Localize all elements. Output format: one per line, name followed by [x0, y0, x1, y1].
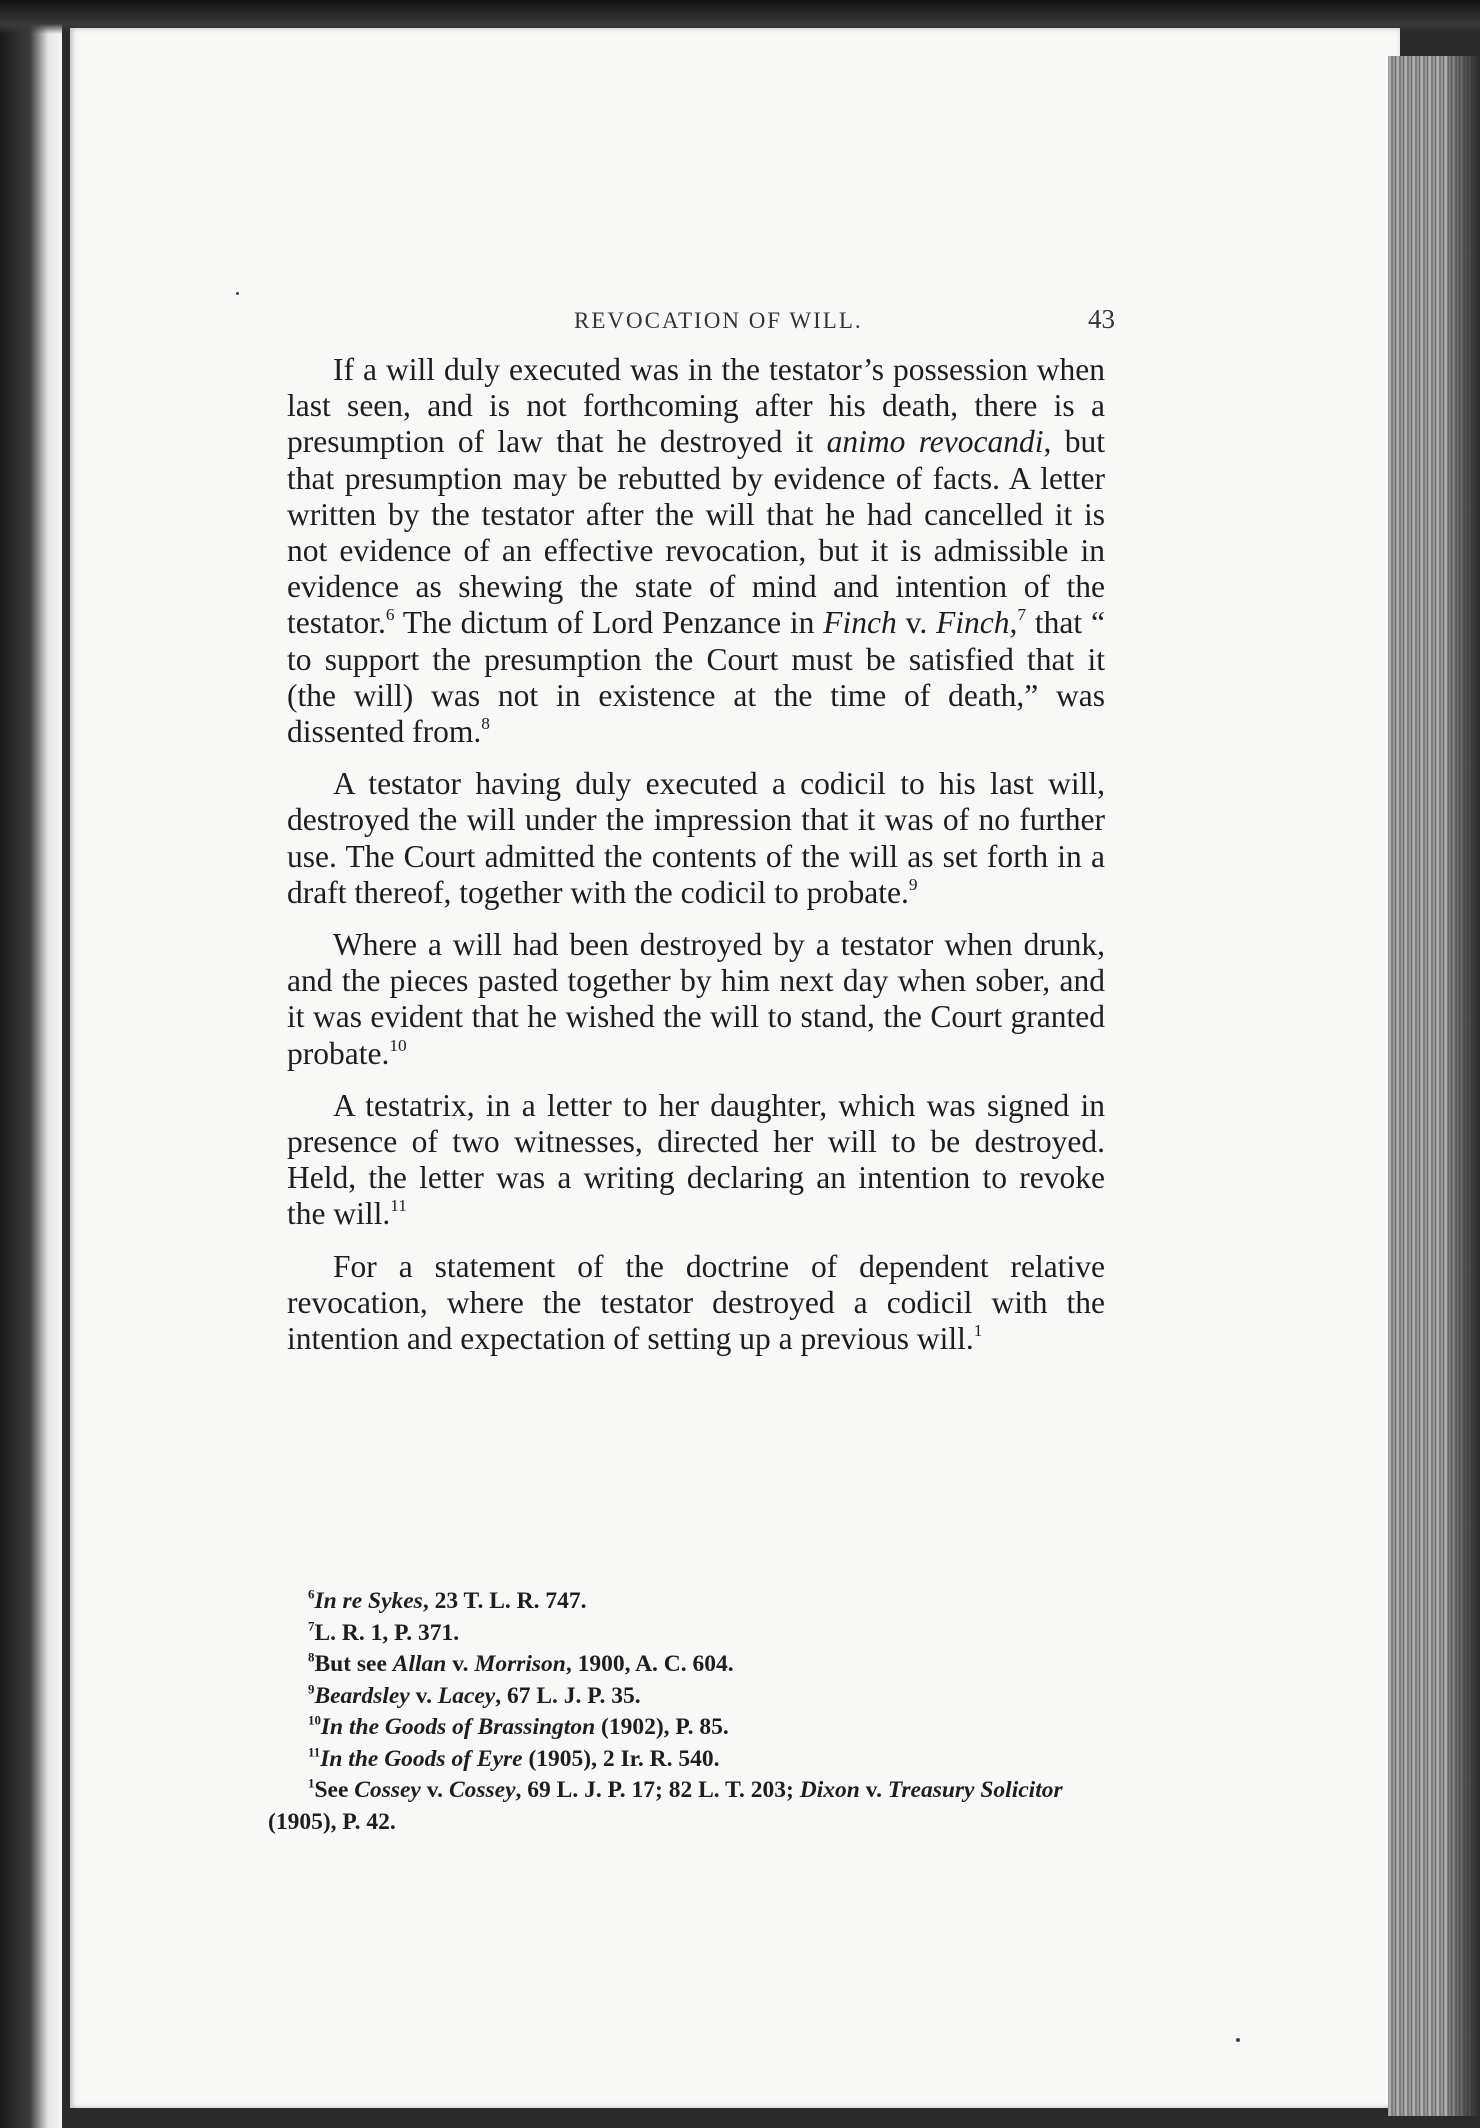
footnote-reference: 10 — [389, 1035, 407, 1055]
italic-text: Cossey — [448, 1777, 516, 1803]
text-run: that “ to support the presumption the Court must be satisfied that it (the will) was not in existence at the time of death,” was dissented from. — [287, 605, 1105, 750]
text-run: Where a will had been destroyed by a testator when drunk, and the pieces pasted together by him next day when sober, and it was evident that he wished the will to stand, the Court granted probate. — [287, 927, 1105, 1071]
page-stack-shadow — [1448, 56, 1480, 2116]
text-run: , 69 L. J. P. 17; 82 L. T. 203; — [515, 1777, 800, 1803]
italic-text: Morrison — [474, 1651, 566, 1677]
page-number: 43 — [1088, 304, 1115, 334]
text-run: The dictum of Lord Penzance in — [394, 605, 824, 641]
footnote — [268, 1681, 1108, 1713]
footnote-marker: 10 — [308, 1712, 321, 1728]
paragraph — [287, 1088, 1105, 1233]
footnote-marker: 9 — [308, 1680, 315, 1696]
footnote — [268, 1649, 1108, 1681]
italic-text: In re Sykes — [314, 1588, 423, 1614]
text-run: (1905), P. 42. — [268, 1808, 396, 1835]
footnote — [268, 1744, 1108, 1776]
running-head: REVOCATION OF WILL. — [574, 308, 863, 333]
footnote-marker: 8 — [308, 1649, 315, 1665]
footnote-reference: 1 — [973, 1321, 983, 1341]
italic-text: Finch — [823, 605, 897, 641]
text-run: If a will duly executed was in the testator’s possession when last seen, and is not forthcoming after his death, there is a presumption of law that he destroyed it — [287, 352, 1105, 460]
text-run: , 67 L. J. P. 35. — [495, 1682, 641, 1709]
italic-text: In the Goods of Brassington — [320, 1714, 596, 1740]
text-run: L. R. 1, P. 371. — [314, 1619, 460, 1646]
italic-text: Allan — [392, 1651, 447, 1677]
text-run: , 23 T. L. R. 747. — [422, 1588, 587, 1614]
footnotes — [268, 1586, 1108, 1838]
footnote — [268, 1586, 1108, 1618]
text-run: v. — [409, 1682, 438, 1709]
text-run: A testatrix, in a letter to her daughter, which was signed in presence of two witnesses, directed her will to be destroyed. Held, the letter was a writing declaring an intention to revoke the will. — [287, 1087, 1105, 1232]
paragraph — [287, 1249, 1105, 1358]
dust-speck — [236, 292, 239, 295]
paragraph — [287, 352, 1105, 750]
text-run: v. — [896, 605, 937, 641]
italic-text: Treasury Solicitor — [887, 1777, 1063, 1803]
footnote — [268, 1618, 1108, 1650]
italic-text: Beardsley — [314, 1682, 410, 1709]
footnote-reference: 8 — [481, 714, 490, 734]
text-run: See — [314, 1777, 355, 1803]
italic-text: Finch, — [936, 605, 1018, 641]
italic-text: In the Goods of Eyre — [320, 1745, 523, 1772]
italic-text: animo revocandi — [826, 424, 1044, 460]
italic-text: Lacey — [437, 1682, 496, 1709]
text-run: v. — [859, 1777, 888, 1803]
paragraph — [287, 766, 1105, 911]
footnote-reference: 7 — [1017, 605, 1027, 625]
footnote — [268, 1775, 1108, 1838]
text-run: (1902), P. 85. — [595, 1714, 729, 1740]
body-text — [287, 352, 1105, 1373]
paragraph — [287, 927, 1105, 1072]
footnote-marker: 7 — [308, 1617, 315, 1633]
text-run: v. — [446, 1651, 475, 1677]
text-run: , 1900, A. C. 604. — [565, 1651, 734, 1677]
footnote-marker: 1 — [308, 1775, 315, 1791]
footnote-reference: 6 — [385, 605, 395, 625]
text-run: v. — [420, 1777, 449, 1803]
text-run: (1905), 2 Ir. R. 540. — [522, 1745, 720, 1772]
footnote-marker: 6 — [308, 1586, 315, 1602]
left-page-edge — [0, 0, 62, 2128]
footnote — [268, 1712, 1108, 1744]
text-run: , but that presumption may be rebutted by evidence of facts. A letter written by the testator after the will that he had cancelled it is not evidence of an effective revocation, but it is admissible in evidence as shewing the state of mind and intention of the testator. — [287, 424, 1105, 641]
text-run: For a statement of the doctrine of dependent relative revocation, where the testator destroyed a codicil with the intention and expectation of setting up a previous will. — [287, 1248, 1105, 1357]
footnote-marker: 11 — [308, 1743, 321, 1759]
text-run: A testator having duly executed a codicil to his last will, destroyed the will under the impression that it was of no further use. The Court admitted the contents of the will as set forth in a draft thereof, together with the codicil to probate. — [287, 766, 1105, 910]
text-run: But see — [314, 1651, 393, 1677]
dust-speck — [1236, 2038, 1240, 2042]
footnote-reference: 9 — [908, 874, 918, 894]
italic-text: Dixon — [799, 1777, 860, 1803]
italic-text: Cossey — [354, 1777, 421, 1803]
footnote-reference: 11 — [390, 1196, 407, 1216]
